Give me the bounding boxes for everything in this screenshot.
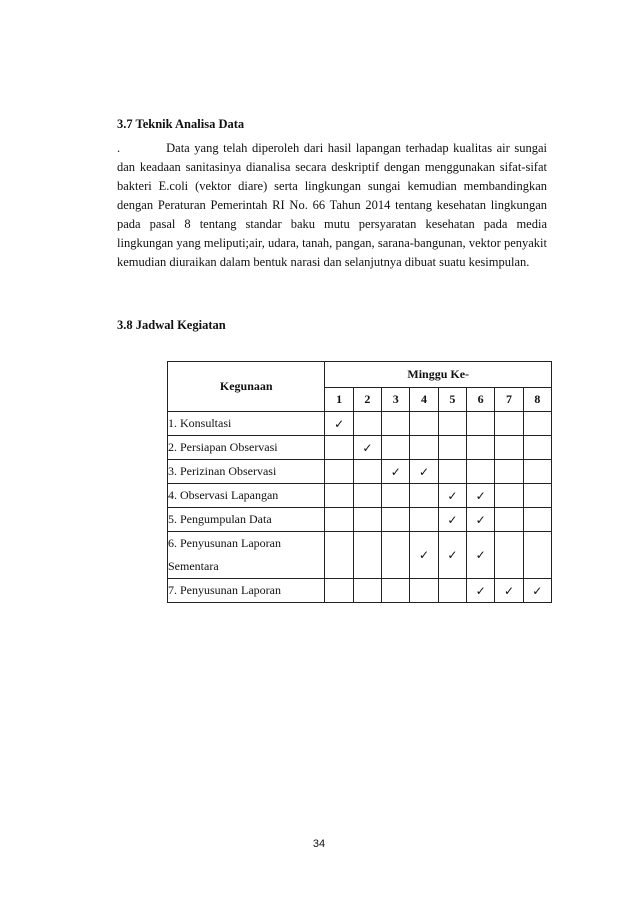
checkmark-icon: ✓ — [467, 484, 495, 508]
week-number: 6 — [467, 388, 495, 412]
week-cell — [495, 436, 523, 460]
week-cell — [382, 579, 410, 603]
week-cell — [467, 460, 495, 484]
paragraph-lead: . — [117, 141, 121, 155]
week-cell — [523, 412, 551, 436]
activity-label: 7. Penyusunan Laporan — [168, 579, 325, 603]
week-number: 4 — [410, 388, 438, 412]
week-cell — [353, 460, 381, 484]
week-cell — [495, 508, 523, 532]
week-cell — [410, 579, 438, 603]
week-cell — [325, 579, 353, 603]
week-cell — [382, 484, 410, 508]
week-cell — [495, 484, 523, 508]
checkmark-icon: ✓ — [523, 579, 551, 603]
checkmark-icon: ✓ — [495, 579, 523, 603]
week-cell — [438, 412, 466, 436]
week-number: 2 — [353, 388, 381, 412]
week-cell — [325, 484, 353, 508]
week-cell — [523, 484, 551, 508]
table-row — [168, 460, 552, 484]
activity-label: 5. Pengumpulan Data — [168, 508, 325, 532]
week-cell — [382, 436, 410, 460]
schedule-table — [167, 361, 552, 603]
week-cell — [523, 508, 551, 532]
page-number: 34 — [312, 838, 326, 850]
header-activity: Kegunaan — [168, 362, 325, 412]
week-cell — [495, 532, 523, 579]
week-cell — [467, 436, 495, 460]
checkmark-icon: ✓ — [382, 460, 410, 484]
week-cell — [382, 508, 410, 532]
week-cell — [410, 508, 438, 532]
week-number: 1 — [325, 388, 353, 412]
analysis-paragraph — [117, 139, 547, 272]
paragraph-body: Data yang telah diperoleh dari hasil lapangan terhadap kualitas air sungai dan keadaan sanitasinya dianalisa secara deskriptif dengan menggunakan sifat-sifat bakteri E.coli (vektor diare) serta lingkungan sungai kemudian membandingkan dengan Peraturan Pemerintah RI No. 66 Tahun 2014 tentang kesehatan lingkungan pada pasal 8 tentang standar baku mutu persyaratan kesehatan pada media lingkungan yang meliputi;air, udara, tanah, pangan, sarana-bangunan, vektor penyakit kemudian diuraikan dalam bentuk narasi dan selanjutnya dibuat suatu kesimpulan. — [117, 141, 547, 269]
checkmark-icon: ✓ — [325, 412, 353, 436]
week-cell — [353, 532, 381, 579]
activity-label: 2. Persiapan Observasi — [168, 436, 325, 460]
week-cell — [353, 484, 381, 508]
week-cell — [438, 460, 466, 484]
week-cell — [523, 460, 551, 484]
table-row — [168, 508, 552, 532]
section-heading-3-7: 3.7 Teknik Analisa Data — [117, 117, 245, 131]
checkmark-icon: ✓ — [467, 579, 495, 603]
week-cell — [438, 579, 466, 603]
activity-label: 4. Observasi Lapangan — [168, 484, 325, 508]
table-row — [168, 436, 552, 460]
table-row — [168, 484, 552, 508]
week-cell — [353, 508, 381, 532]
week-number: 5 — [438, 388, 466, 412]
week-cell — [438, 436, 466, 460]
week-cell — [410, 484, 438, 508]
table-row — [168, 412, 552, 436]
checkmark-icon: ✓ — [410, 460, 438, 484]
checkmark-icon: ✓ — [410, 532, 438, 579]
activity-label: 3. Perizinan Observasi — [168, 460, 325, 484]
week-cell — [325, 436, 353, 460]
week-cell — [467, 412, 495, 436]
week-cell — [325, 532, 353, 579]
activity-label — [168, 532, 325, 579]
week-cell — [353, 579, 381, 603]
week-cell — [382, 532, 410, 579]
checkmark-icon: ✓ — [467, 532, 495, 579]
week-number: 7 — [495, 388, 523, 412]
checkmark-icon: ✓ — [438, 484, 466, 508]
activity-label-line2: Sementara — [168, 559, 219, 573]
week-number: 8 — [523, 388, 551, 412]
week-cell — [353, 412, 381, 436]
week-cell — [523, 532, 551, 579]
week-cell — [523, 436, 551, 460]
checkmark-icon: ✓ — [438, 532, 466, 579]
week-cell — [495, 412, 523, 436]
header-weeks: Minggu Ke- — [325, 362, 552, 388]
checkmark-icon: ✓ — [438, 508, 466, 532]
table-header-row — [168, 362, 552, 388]
week-cell — [325, 460, 353, 484]
week-number: 3 — [382, 388, 410, 412]
week-cell — [410, 412, 438, 436]
activity-label: 1. Konsultasi — [168, 412, 325, 436]
activity-label-line1: 6. Penyusunan Laporan — [168, 536, 281, 550]
table-row — [168, 532, 552, 579]
week-cell — [325, 508, 353, 532]
week-cell — [495, 460, 523, 484]
checkmark-icon: ✓ — [467, 508, 495, 532]
section-heading-3-8: 3.8 Jadwal Kegiatan — [117, 318, 226, 332]
table-row — [168, 579, 552, 603]
week-cell — [410, 436, 438, 460]
week-cell — [382, 412, 410, 436]
checkmark-icon: ✓ — [353, 436, 381, 460]
